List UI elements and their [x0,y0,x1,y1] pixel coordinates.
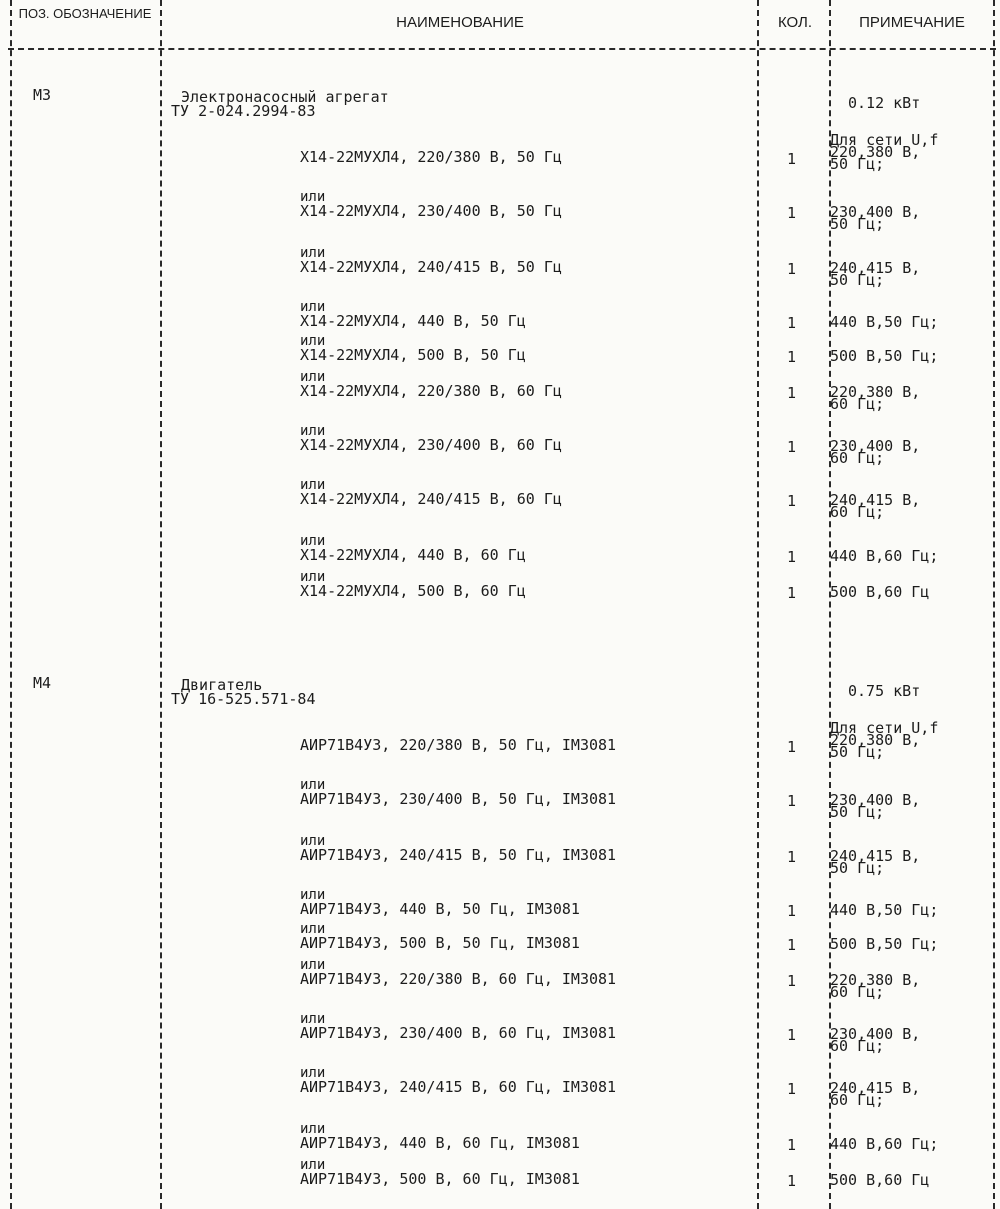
variant-qty: 1 [787,1080,797,1098]
or-separator: или [300,477,326,493]
or-separator: или [300,245,326,261]
variant-note: 500 В,60 Гц [830,583,930,601]
variant-qty: 1 [787,584,797,602]
variant-qty: 1 [787,848,797,866]
variant-note: 500 В,50 Гц; [830,347,939,365]
variant-note: 440 В,50 Гц; [830,901,939,919]
position-code: М3 [33,86,52,104]
group-name: Электронасосный агрегат [181,88,389,106]
table-border-left [10,0,12,1209]
variant-qty: 1 [787,348,797,366]
variant-note: 230,400 В, 60 Гц; [830,437,921,467]
variant-item: АИР71В4У3, 220/380 В, 60 Гц, IM3081 [300,970,617,988]
or-separator: или [300,569,326,585]
variant-qty: 1 [787,204,797,222]
or-separator: или [300,1121,326,1137]
or-separator: или [300,1157,326,1173]
variant-qty: 1 [787,972,797,990]
variant-item: АИР71В4У3, 230/400 В, 50 Гц, IM3081 [300,790,617,808]
variant-item: Х14-22МУХЛ4, 440 В, 60 Гц [300,546,526,564]
variant-qty: 1 [787,548,797,566]
variant-qty: 1 [787,492,797,510]
variant-note: 230,400 В, 50 Гц; [830,791,921,821]
variant-note: Для сети U,f 220,380 В, 50 Гц; [830,131,939,173]
or-separator: или [300,333,326,349]
or-separator: или [300,423,326,439]
variant-qty: 1 [787,792,797,810]
variant-note: 240,415 В, 60 Гц; [830,491,921,521]
variant-qty: 1 [787,738,797,756]
variant-qty: 1 [787,1026,797,1044]
group-spec: ТУ 16-525.571-84 [171,690,316,708]
variant-item: Х14-22МУХЛ4, 220/380 В, 60 Гц [300,382,562,400]
or-separator: или [300,887,326,903]
header-note: ПРИМЕЧАНИЕ [859,14,965,31]
variant-item: АИР71В4У3, 500 В, 50 Гц, IM3081 [300,934,580,952]
variant-item: Х14-22МУХЛ4, 240/415 В, 50 Гц [300,258,562,276]
variant-item: АИР71В4У3, 220/380 В, 50 Гц, IM3081 [300,736,617,754]
group-power: 0.75 кВт [848,682,921,700]
variant-note: 240,415 В, 50 Гц; [830,259,921,289]
header-pos: ПОЗ. ОБОЗНАЧЕНИЕ [18,6,152,21]
variant-note: 500 В,60 Гц [830,1171,930,1189]
variant-note: 230,400 В, 50 Гц; [830,203,921,233]
variant-note: 440 В,60 Гц; [830,1135,939,1153]
variant-item: Х14-22МУХЛ4, 240/415 В, 60 Гц [300,490,562,508]
variant-note: 220,380 В, 60 Гц; [830,383,921,413]
variant-note: 220,380 В, 60 Гц; [830,971,921,1001]
or-separator: или [300,957,326,973]
header-name: НАИМЕНОВАНИЕ [396,14,524,31]
variant-item: АИР71В4У3, 240/415 В, 60 Гц, IM3081 [300,1078,617,1096]
variant-qty: 1 [787,936,797,954]
or-separator: или [300,189,326,205]
or-separator: или [300,921,326,937]
variant-item: Х14-22МУХЛ4, 230/400 В, 60 Гц [300,436,562,454]
variant-note: 240,415 В, 50 Гц; [830,847,921,877]
variant-qty: 1 [787,1172,797,1190]
variant-item: Х14-22МУХЛ4, 230/400 В, 50 Гц [300,202,562,220]
variant-note: 240,415 В, 60 Гц; [830,1079,921,1109]
column-divider-name [757,0,759,1209]
variant-qty: 1 [787,314,797,332]
variant-item: Х14-22МУХЛ4, 500 В, 50 Гц [300,346,526,364]
header-divider [8,48,996,50]
variant-qty: 1 [787,902,797,920]
or-separator: или [300,1065,326,1081]
variant-item: АИР71В4У3, 500 В, 60 Гц, IM3081 [300,1170,580,1188]
variant-qty: 1 [787,150,797,168]
variant-qty: 1 [787,260,797,278]
or-separator: или [300,533,326,549]
variant-item: АИР71В4У3, 240/415 В, 50 Гц, IM3081 [300,846,617,864]
variant-item: АИР71В4У3, 440 В, 50 Гц, IM3081 [300,900,580,918]
variant-item: Х14-22МУХЛ4, 220/380 В, 50 Гц [300,148,562,166]
or-separator: или [300,833,326,849]
variant-note: 500 В,50 Гц; [830,935,939,953]
variant-note: 440 В,60 Гц; [830,547,939,565]
variant-qty: 1 [787,438,797,456]
group-name: Двигатель [181,676,263,694]
column-divider-pos [160,0,162,1209]
variant-note: Для сети U,f 220,380 В, 50 Гц; [830,719,939,761]
or-separator: или [300,369,326,385]
group-spec: ТУ 2-024.2994-83 [171,102,316,120]
variant-qty: 1 [787,384,797,402]
group-power: 0.12 кВт [848,94,921,112]
variant-note: 440 В,50 Гц; [830,313,939,331]
variant-item: АИР71В4У3, 230/400 В, 60 Гц, IM3081 [300,1024,617,1042]
variant-item: Х14-22МУХЛ4, 500 В, 60 Гц [300,582,526,600]
or-separator: или [300,1011,326,1027]
table-border-right [993,0,995,1209]
variant-item: АИР71В4У3, 440 В, 60 Гц, IM3081 [300,1134,580,1152]
variant-qty: 1 [787,1136,797,1154]
or-separator: или [300,777,326,793]
variant-item: Х14-22МУХЛ4, 440 В, 50 Гц [300,312,526,330]
position-code: М4 [33,674,52,692]
header-qty: КОЛ. [777,14,813,31]
variant-note: 230,400 В, 60 Гц; [830,1025,921,1055]
or-separator: или [300,299,326,315]
